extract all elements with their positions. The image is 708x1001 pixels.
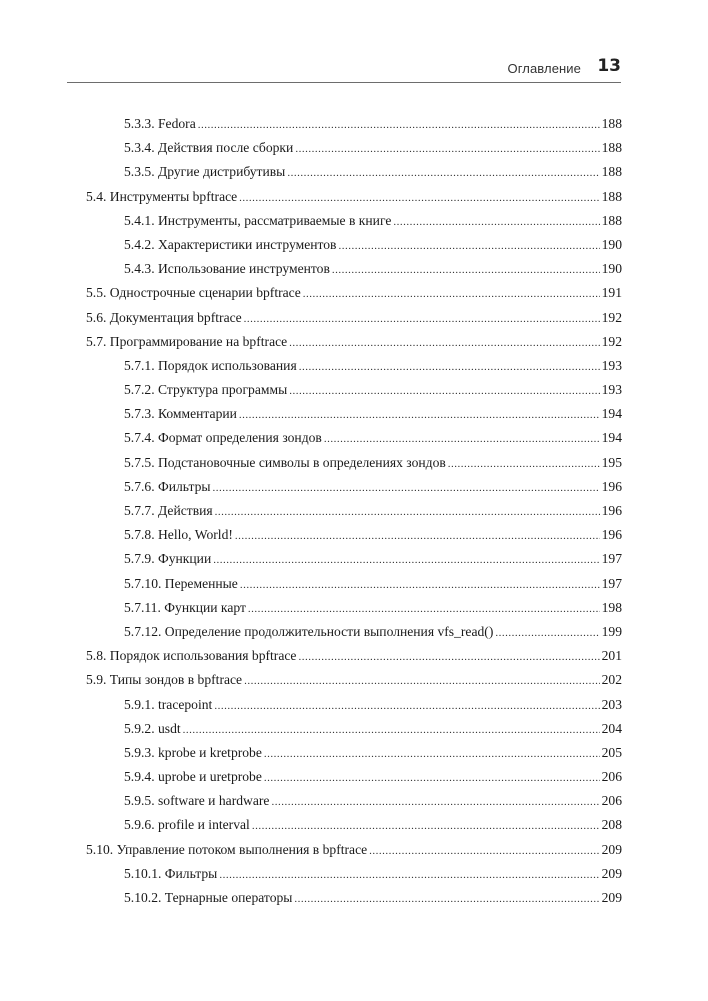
toc-entry <box>86 644 622 668</box>
toc-entry <box>86 741 622 765</box>
dot-leader <box>215 500 600 524</box>
page-number: 13 <box>597 56 621 76</box>
toc-entry-page: 206 <box>601 793 622 809</box>
toc-entry-page: 188 <box>601 188 622 204</box>
toc-entry <box>86 112 622 136</box>
dot-leader <box>298 645 599 669</box>
toc-entry-page: 197 <box>601 575 622 591</box>
toc-entry <box>86 523 622 547</box>
toc-entry-title: 5.9.4. uprobe и uretprobe <box>124 769 262 785</box>
toc-entry-title: 5.9.6. profile и interval <box>124 817 250 833</box>
toc-entry-page: 195 <box>601 454 622 470</box>
dot-leader <box>289 331 599 355</box>
dot-leader <box>271 790 599 814</box>
toc-entry-title: 5.8. Порядок использования bpftrace <box>86 648 297 664</box>
toc-entry-title: 5.7.7. Действия <box>124 503 213 518</box>
toc-entry <box>86 693 622 717</box>
toc-entry-title: 5.3.3. Fedora <box>124 116 196 131</box>
dot-leader <box>239 403 600 427</box>
toc-entry-page: 188 <box>601 140 622 156</box>
toc-entry <box>86 886 622 910</box>
toc-entry-page: 202 <box>601 672 622 688</box>
dot-leader <box>338 234 599 258</box>
toc-entry <box>86 475 622 499</box>
toc-entry <box>86 596 622 620</box>
dot-leader <box>239 186 599 210</box>
toc-entry-title: 5.9. Типы зондов в bpftrace <box>86 672 243 688</box>
dot-leader <box>264 742 600 766</box>
toc-entry-title: 5.10. Управление потоком выполнения в bpftrace <box>86 841 368 857</box>
toc-entry <box>86 620 622 644</box>
dot-leader <box>264 766 600 790</box>
dot-leader <box>324 427 600 451</box>
toc-entry <box>86 160 622 184</box>
dot-leader <box>248 597 600 621</box>
toc-entry-title: 5.6. Документация bpftrace <box>86 309 242 325</box>
toc-entry <box>86 499 622 523</box>
table-of-contents <box>86 112 622 910</box>
toc-entry-page: 209 <box>601 890 622 905</box>
toc-entry-page: 192 <box>601 333 622 349</box>
toc-entry <box>86 136 622 160</box>
toc-entry-page: 190 <box>601 236 622 252</box>
dot-leader <box>252 814 600 838</box>
dot-leader <box>369 839 599 863</box>
dot-leader <box>332 258 600 282</box>
toc-entry <box>86 257 622 281</box>
dot-leader <box>448 452 600 476</box>
toc-entry-page: 208 <box>601 817 622 833</box>
toc-entry-title: 5.4.2. Характеристики инструментов <box>124 236 337 252</box>
dot-leader <box>303 282 600 306</box>
toc-entry-page: 193 <box>601 382 622 398</box>
toc-entry-page: 194 <box>601 406 622 422</box>
toc-entry-title: 5.7.1. Порядок использования <box>124 357 297 373</box>
toc-entry-page: 198 <box>601 599 622 615</box>
toc-entry-title: 5.4. Инструменты bpftrace <box>86 188 238 204</box>
toc-entry <box>86 862 622 886</box>
dot-leader <box>244 669 600 693</box>
toc-entry-title: 5.5. Однострочные сценарии bpftrace <box>86 285 301 301</box>
toc-entry <box>86 306 622 330</box>
toc-entry-page: 209 <box>601 865 622 881</box>
dot-leader <box>213 548 599 572</box>
toc-entry-page: 188 <box>601 212 622 228</box>
toc-entry <box>86 668 622 692</box>
toc-entry-page: 196 <box>601 478 622 494</box>
toc-entry-page: 196 <box>601 527 622 543</box>
toc-entry-page: 188 <box>601 164 622 180</box>
toc-entry-page: 204 <box>601 720 622 736</box>
toc-entry-title: 5.4.3. Использование инструментов <box>124 261 330 277</box>
dot-leader <box>289 379 599 403</box>
running-header <box>67 54 621 83</box>
dot-leader <box>235 524 600 548</box>
dot-leader <box>393 210 599 234</box>
toc-entry-title: 5.9.5. software и hardware <box>124 793 270 809</box>
toc-entry-title: 5.7.12. Определение продолжительности выполнения vfs_read() <box>124 623 494 639</box>
toc-entry-page: 188 <box>601 116 622 131</box>
toc-entry-title: 5.7. Программирование на bpftrace <box>86 333 288 349</box>
dot-leader <box>287 161 599 185</box>
dot-leader <box>244 307 600 331</box>
header-title: Оглавление <box>507 61 581 76</box>
dot-leader <box>219 863 599 887</box>
toc-entry <box>86 813 622 837</box>
dot-leader <box>299 355 600 379</box>
dot-leader <box>495 621 599 645</box>
toc-entry-title: 5.9.1. tracepoint <box>124 696 213 712</box>
toc-entry <box>86 572 622 596</box>
toc-entry <box>86 717 622 741</box>
toc-entry <box>86 233 622 257</box>
dot-leader <box>214 694 599 718</box>
dot-leader <box>213 476 600 500</box>
toc-entry <box>86 402 622 426</box>
toc-entry-title: 5.10.2. Тернарные операторы <box>124 890 293 905</box>
toc-entry-title: 5.7.2. Структура программы <box>124 382 288 398</box>
toc-entry-page: 194 <box>601 430 622 446</box>
toc-entry <box>86 426 622 450</box>
toc-entry-title: 5.3.5. Другие дистрибутивы <box>124 164 286 180</box>
toc-entry-title: 5.9.3. kprobe и kretprobe <box>124 744 262 760</box>
toc-entry <box>86 765 622 789</box>
toc-entry-title: 5.7.6. Фильтры <box>124 478 211 494</box>
toc-entry <box>86 209 622 233</box>
toc-entry <box>86 185 622 209</box>
toc-entry-page: 190 <box>601 261 622 277</box>
toc-entry-title: 5.3.4. Действия после сборки <box>124 140 294 156</box>
toc-entry-title: 5.7.11. Функции карт <box>124 599 246 615</box>
toc-entry-title: 5.7.4. Формат определения зондов <box>124 430 322 446</box>
toc-entry <box>86 838 622 862</box>
toc-entry-page: 206 <box>601 769 622 785</box>
dot-leader <box>240 573 600 597</box>
dot-leader <box>183 718 600 742</box>
toc-entry-title: 5.7.5. Подстановочные символы в определениях зондов <box>124 454 446 470</box>
toc-entry-page: 192 <box>601 309 622 325</box>
toc-entry-page: 196 <box>601 503 622 518</box>
toc-entry-title: 5.7.10. Переменные <box>124 575 238 591</box>
toc-entry <box>86 330 622 354</box>
toc-entry-page: 193 <box>601 357 622 373</box>
toc-entry-page: 209 <box>601 841 622 857</box>
toc-entry-title: 5.10.1. Фильтры <box>124 865 218 881</box>
toc-entry-title: 5.7.9. Функции <box>124 551 212 567</box>
toc-entry-page: 205 <box>601 744 622 760</box>
dot-leader <box>295 137 599 161</box>
toc-entry-title: 5.9.2. usdt <box>124 720 181 736</box>
toc-entry-page: 191 <box>601 285 622 301</box>
toc-entry <box>86 378 622 402</box>
toc-entry-title: 5.7.3. Комментарии <box>124 406 237 422</box>
toc-entry-page: 201 <box>601 648 622 664</box>
toc-entry <box>86 354 622 378</box>
dot-leader <box>294 887 599 911</box>
toc-entry-page: 197 <box>601 551 622 567</box>
toc-entry-page: 199 <box>601 623 622 639</box>
toc-entry <box>86 547 622 571</box>
toc-entry-title: 5.7.8. Hello, World! <box>124 527 233 543</box>
toc-entry <box>86 281 622 305</box>
toc-entry-page: 203 <box>601 696 622 712</box>
toc-entry-title: 5.4.1. Инструменты, рассматриваемые в книге <box>124 212 392 228</box>
toc-entry <box>86 451 622 475</box>
dot-leader <box>198 113 600 137</box>
toc-entry <box>86 789 622 813</box>
